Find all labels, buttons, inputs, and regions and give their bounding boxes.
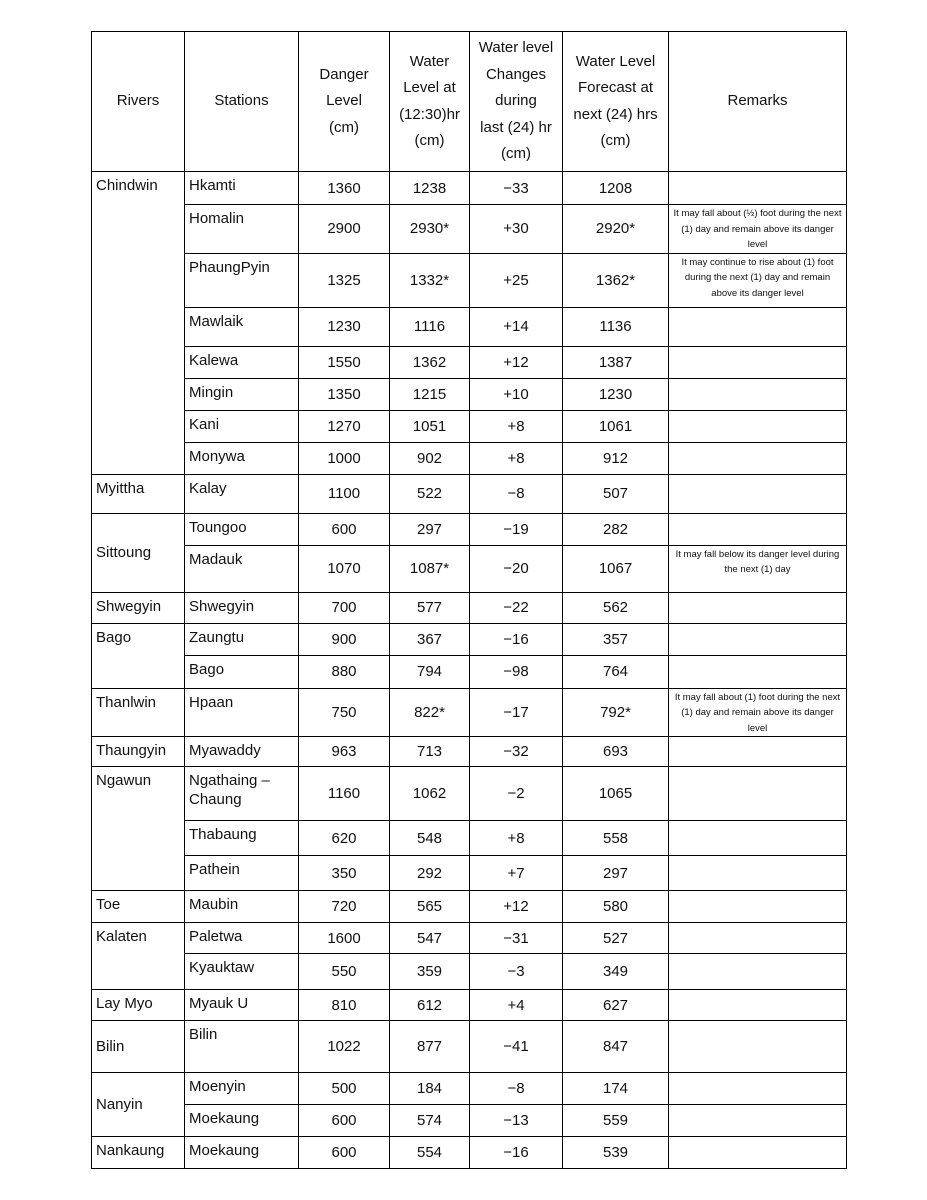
forecast-level: 627 bbox=[563, 990, 669, 1021]
danger-level: 1100 bbox=[299, 474, 390, 513]
station-name: Hpaan bbox=[185, 688, 299, 737]
table-row bbox=[92, 923, 847, 954]
forecast-level: 174 bbox=[563, 1073, 669, 1105]
water-level: 1332* bbox=[390, 253, 470, 307]
water-level: 1215 bbox=[390, 378, 470, 410]
header-danger-level: Danger Level (cm) bbox=[299, 32, 390, 172]
forecast-level: 580 bbox=[563, 891, 669, 923]
forecast-level: 1061 bbox=[563, 410, 669, 442]
station-name: Bago bbox=[185, 655, 299, 688]
danger-level: 350 bbox=[299, 856, 390, 891]
table-row bbox=[92, 253, 847, 307]
danger-level: 1022 bbox=[299, 1021, 390, 1073]
station-name: Maubin bbox=[185, 891, 299, 923]
danger-level: 1325 bbox=[299, 253, 390, 307]
station-name: Monywa bbox=[185, 442, 299, 474]
forecast-level: 297 bbox=[563, 856, 669, 891]
forecast-level: 1208 bbox=[563, 172, 669, 205]
station-name: Zaungtu bbox=[185, 623, 299, 655]
forecast-level: 2920* bbox=[563, 205, 669, 254]
danger-level: 880 bbox=[299, 655, 390, 688]
forecast-level: 1136 bbox=[563, 307, 669, 346]
danger-level: 963 bbox=[299, 737, 390, 767]
table-row bbox=[92, 767, 847, 821]
river-name: Nankaung bbox=[92, 1137, 185, 1169]
level-change: +8 bbox=[470, 821, 563, 856]
water-level: 2930* bbox=[390, 205, 470, 254]
level-change: +14 bbox=[470, 307, 563, 346]
level-change: −22 bbox=[470, 592, 563, 623]
station-name: PhaungPyin bbox=[185, 253, 299, 307]
water-level: 359 bbox=[390, 954, 470, 990]
level-change: −16 bbox=[470, 623, 563, 655]
water-level: 1062 bbox=[390, 767, 470, 821]
river-name: Shwegyin bbox=[92, 592, 185, 623]
table-row bbox=[92, 410, 847, 442]
station-name: Ngathaing – Chaung bbox=[185, 767, 299, 821]
station-name: Homalin bbox=[185, 205, 299, 254]
table-row bbox=[92, 1137, 847, 1169]
level-change: −19 bbox=[470, 513, 563, 545]
station-name: Kani bbox=[185, 410, 299, 442]
forecast-level: 539 bbox=[563, 1137, 669, 1169]
river-name: Chindwin bbox=[92, 172, 185, 475]
forecast-level: 562 bbox=[563, 592, 669, 623]
water-level: 522 bbox=[390, 474, 470, 513]
river-name: Bago bbox=[92, 623, 185, 688]
level-change: −17 bbox=[470, 688, 563, 737]
level-change: −33 bbox=[470, 172, 563, 205]
level-change: −13 bbox=[470, 1105, 563, 1137]
water-level: 577 bbox=[390, 592, 470, 623]
river-name: Sittoung bbox=[92, 513, 185, 592]
forecast-level: 693 bbox=[563, 737, 669, 767]
table-row bbox=[92, 821, 847, 856]
remark-text bbox=[669, 307, 847, 346]
station-name: Kalay bbox=[185, 474, 299, 513]
remark-text bbox=[669, 737, 847, 767]
level-change: −2 bbox=[470, 767, 563, 821]
level-change: −98 bbox=[470, 655, 563, 688]
forecast-level: 792* bbox=[563, 688, 669, 737]
remark-text bbox=[669, 821, 847, 856]
remark-text bbox=[669, 1105, 847, 1137]
level-change: −8 bbox=[470, 474, 563, 513]
level-change: +7 bbox=[470, 856, 563, 891]
water-level: 547 bbox=[390, 923, 470, 954]
level-change: −8 bbox=[470, 1073, 563, 1105]
danger-level: 1600 bbox=[299, 923, 390, 954]
level-change: −32 bbox=[470, 737, 563, 767]
danger-level: 1160 bbox=[299, 767, 390, 821]
remark-text: It may fall about (1) foot during the next (1) day and remain above its danger level bbox=[669, 688, 847, 737]
forecast-level: 1065 bbox=[563, 767, 669, 821]
water-level: 877 bbox=[390, 1021, 470, 1073]
water-level: 548 bbox=[390, 821, 470, 856]
danger-level: 700 bbox=[299, 592, 390, 623]
danger-level: 600 bbox=[299, 513, 390, 545]
danger-level: 720 bbox=[299, 891, 390, 923]
level-change: +4 bbox=[470, 990, 563, 1021]
remark-text bbox=[669, 378, 847, 410]
river-name: Nanyin bbox=[92, 1073, 185, 1137]
remark-text bbox=[669, 592, 847, 623]
station-name: Myauk U bbox=[185, 990, 299, 1021]
table-row bbox=[92, 856, 847, 891]
water-level: 1051 bbox=[390, 410, 470, 442]
station-name: Thabaung bbox=[185, 821, 299, 856]
river-name: Bilin bbox=[92, 1021, 185, 1073]
remark-text bbox=[669, 474, 847, 513]
table-row bbox=[92, 623, 847, 655]
danger-level: 1350 bbox=[299, 378, 390, 410]
remark-text: It may fall below its danger level during the next (1) day bbox=[669, 545, 847, 592]
header-stations: Stations bbox=[185, 32, 299, 172]
forecast-level: 1362* bbox=[563, 253, 669, 307]
river-name: Kalaten bbox=[92, 923, 185, 990]
danger-level: 810 bbox=[299, 990, 390, 1021]
remark-text bbox=[669, 856, 847, 891]
water-level: 574 bbox=[390, 1105, 470, 1137]
danger-level: 1270 bbox=[299, 410, 390, 442]
table-row bbox=[92, 307, 847, 346]
river-name: Thanlwin bbox=[92, 688, 185, 737]
danger-level: 1360 bbox=[299, 172, 390, 205]
table-row bbox=[92, 990, 847, 1021]
remark-text bbox=[669, 655, 847, 688]
level-change: −3 bbox=[470, 954, 563, 990]
table-row bbox=[92, 1105, 847, 1137]
water-level: 367 bbox=[390, 623, 470, 655]
header-forecast: Water Level Forecast at next (24) hrs (cm) bbox=[563, 32, 669, 172]
station-name: Bilin bbox=[185, 1021, 299, 1073]
danger-level: 1070 bbox=[299, 545, 390, 592]
water-level: 1087* bbox=[390, 545, 470, 592]
header-remarks: Remarks bbox=[669, 32, 847, 172]
level-change: −41 bbox=[470, 1021, 563, 1073]
remark-text: It may fall about (½) foot during the next (1) day and remain above its danger level bbox=[669, 205, 847, 254]
table-row bbox=[92, 474, 847, 513]
table-row bbox=[92, 655, 847, 688]
station-name: Hkamti bbox=[185, 172, 299, 205]
remark-text bbox=[669, 923, 847, 954]
station-name: Paletwa bbox=[185, 923, 299, 954]
header-level-changes: Water level Changes during last (24) hr (cm) bbox=[470, 32, 563, 172]
table-row bbox=[92, 442, 847, 474]
river-name: Lay Myo bbox=[92, 990, 185, 1021]
danger-level: 620 bbox=[299, 821, 390, 856]
station-name: Toungoo bbox=[185, 513, 299, 545]
water-level: 292 bbox=[390, 856, 470, 891]
header-water-level: Water Level at (12:30)hr (cm) bbox=[390, 32, 470, 172]
danger-level: 1550 bbox=[299, 346, 390, 378]
forecast-level: 349 bbox=[563, 954, 669, 990]
water-level: 184 bbox=[390, 1073, 470, 1105]
forecast-level: 282 bbox=[563, 513, 669, 545]
danger-level: 600 bbox=[299, 1137, 390, 1169]
level-change: +8 bbox=[470, 410, 563, 442]
level-change: +12 bbox=[470, 891, 563, 923]
forecast-level: 847 bbox=[563, 1021, 669, 1073]
table-body bbox=[92, 172, 847, 1169]
table-row bbox=[92, 737, 847, 767]
table-row bbox=[92, 1073, 847, 1105]
danger-level: 750 bbox=[299, 688, 390, 737]
table-row bbox=[92, 205, 847, 254]
station-name: Shwegyin bbox=[185, 592, 299, 623]
water-level: 565 bbox=[390, 891, 470, 923]
station-name: Moekaung bbox=[185, 1137, 299, 1169]
danger-level: 2900 bbox=[299, 205, 390, 254]
water-level-table bbox=[91, 31, 847, 1169]
header-rivers: Rivers bbox=[92, 32, 185, 172]
water-level: 1238 bbox=[390, 172, 470, 205]
level-change: +25 bbox=[470, 253, 563, 307]
level-change: +8 bbox=[470, 442, 563, 474]
table-row bbox=[92, 1021, 847, 1073]
danger-level: 1230 bbox=[299, 307, 390, 346]
level-change: −31 bbox=[470, 923, 563, 954]
station-name: Pathein bbox=[185, 856, 299, 891]
forecast-level: 764 bbox=[563, 655, 669, 688]
water-level: 713 bbox=[390, 737, 470, 767]
table-row bbox=[92, 688, 847, 737]
remark-text bbox=[669, 1073, 847, 1105]
level-change: +30 bbox=[470, 205, 563, 254]
remark-text bbox=[669, 346, 847, 378]
remark-text bbox=[669, 767, 847, 821]
water-level: 554 bbox=[390, 1137, 470, 1169]
danger-level: 500 bbox=[299, 1073, 390, 1105]
forecast-level: 507 bbox=[563, 474, 669, 513]
remark-text bbox=[669, 623, 847, 655]
station-name: Kalewa bbox=[185, 346, 299, 378]
danger-level: 550 bbox=[299, 954, 390, 990]
danger-level: 600 bbox=[299, 1105, 390, 1137]
remark-text bbox=[669, 172, 847, 205]
forecast-level: 357 bbox=[563, 623, 669, 655]
water-level: 297 bbox=[390, 513, 470, 545]
forecast-level: 1067 bbox=[563, 545, 669, 592]
header-row bbox=[92, 32, 847, 172]
station-name: Mawlaik bbox=[185, 307, 299, 346]
water-level: 1362 bbox=[390, 346, 470, 378]
danger-level: 900 bbox=[299, 623, 390, 655]
table-row bbox=[92, 545, 847, 592]
station-name: Moenyin bbox=[185, 1073, 299, 1105]
water-level: 1116 bbox=[390, 307, 470, 346]
forecast-level: 912 bbox=[563, 442, 669, 474]
station-name: Kyauktaw bbox=[185, 954, 299, 990]
forecast-level: 1387 bbox=[563, 346, 669, 378]
river-name: Toe bbox=[92, 891, 185, 923]
forecast-level: 558 bbox=[563, 821, 669, 856]
remark-text bbox=[669, 891, 847, 923]
table-row bbox=[92, 513, 847, 545]
forecast-level: 1230 bbox=[563, 378, 669, 410]
remark-text bbox=[669, 442, 847, 474]
remark-text bbox=[669, 513, 847, 545]
river-name: Myittha bbox=[92, 474, 185, 513]
level-change: +12 bbox=[470, 346, 563, 378]
level-change: +10 bbox=[470, 378, 563, 410]
forecast-level: 527 bbox=[563, 923, 669, 954]
water-level: 612 bbox=[390, 990, 470, 1021]
station-name: Madauk bbox=[185, 545, 299, 592]
table-row bbox=[92, 592, 847, 623]
station-name: Myawaddy bbox=[185, 737, 299, 767]
danger-level: 1000 bbox=[299, 442, 390, 474]
remark-text bbox=[669, 1021, 847, 1073]
table-row bbox=[92, 346, 847, 378]
remark-text bbox=[669, 954, 847, 990]
water-level: 794 bbox=[390, 655, 470, 688]
table-row bbox=[92, 891, 847, 923]
station-name: Moekaung bbox=[185, 1105, 299, 1137]
water-level: 822* bbox=[390, 688, 470, 737]
station-name: Mingin bbox=[185, 378, 299, 410]
remark-text bbox=[669, 990, 847, 1021]
remark-text bbox=[669, 1137, 847, 1169]
table-row bbox=[92, 954, 847, 990]
level-change: −20 bbox=[470, 545, 563, 592]
river-name: Thaungyin bbox=[92, 737, 185, 767]
river-name: Ngawun bbox=[92, 767, 185, 891]
water-level: 902 bbox=[390, 442, 470, 474]
table-row bbox=[92, 378, 847, 410]
forecast-level: 559 bbox=[563, 1105, 669, 1137]
table-row bbox=[92, 172, 847, 205]
remark-text: It may continue to rise about (1) foot during the next (1) day and remain above its danger level bbox=[669, 253, 847, 307]
remark-text bbox=[669, 410, 847, 442]
level-change: −16 bbox=[470, 1137, 563, 1169]
